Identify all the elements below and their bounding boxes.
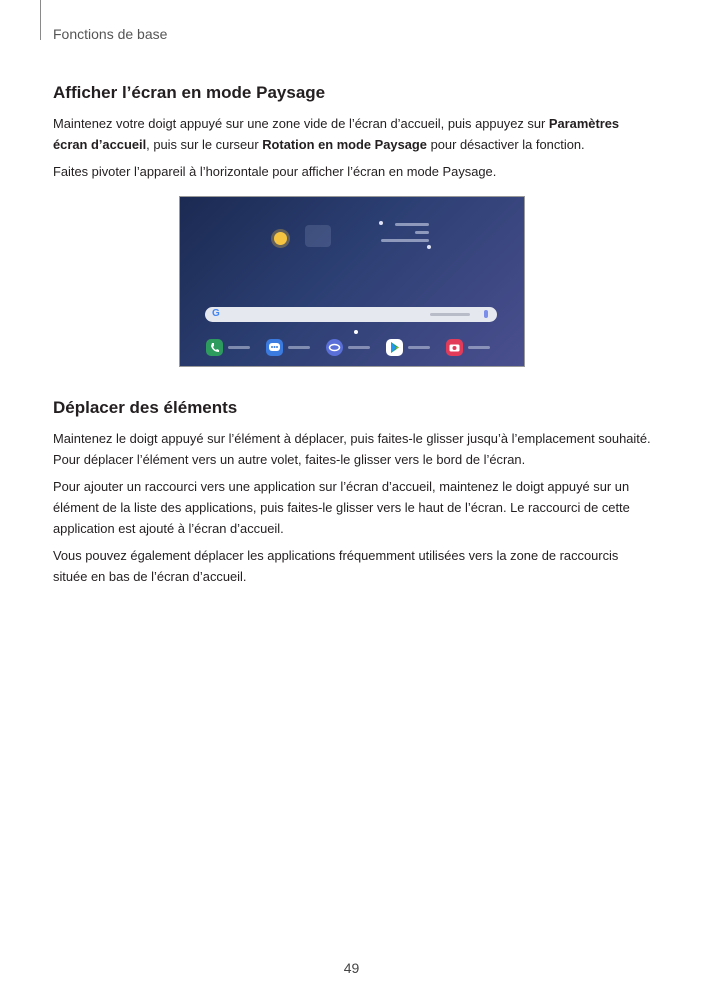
running-header: Fonctions de base	[53, 26, 168, 42]
search-placeholder	[430, 313, 470, 316]
play-store-icon	[386, 339, 403, 356]
paragraph: Faites pivoter l’appareil à l’horizontale pour afficher l’écran en mode Paysage.	[53, 164, 497, 179]
section-landscape-mode	[53, 83, 653, 188]
google-icon: G	[212, 308, 220, 319]
bold-term: Rotation en mode Paysage	[262, 137, 427, 152]
section-title: Afficher l’écran en mode Paysage	[53, 83, 326, 102]
weather-widget	[375, 223, 435, 247]
app-dock	[180, 339, 524, 363]
section-move-items	[53, 398, 653, 593]
cloud-decoration	[305, 225, 331, 247]
paragraph: Maintenez le doigt appuyé sur l’élément à déplacer, puis faites-le glisser jusqu’à l’emplacement souhaité. Pour déplacer l’élément vers un autre volet, faites-le glisser vers le bord de l’écran.	[53, 431, 651, 467]
header-rule	[40, 0, 41, 40]
landscape-home-screenshot	[179, 196, 525, 367]
section-title: Déplacer des éléments	[53, 398, 238, 417]
internet-icon	[326, 339, 343, 356]
google-search-bar	[205, 307, 497, 322]
paragraph: Vous pouvez également déplacer les applications fréquemment utilisées vers la zone de raccourcis située en bas de l’écran d’accueil.	[53, 548, 619, 584]
mic-icon	[484, 310, 488, 318]
paragraph: Maintenez votre doigt appuyé sur une zone vide de l’écran d’accueil, puis appuyez sur Paramètres écran d’accueil, puis sur le curseur Rotation en mode Paysage pour désactiver la fonction.	[53, 116, 620, 152]
camera-icon	[446, 339, 463, 356]
paragraph: Pour ajouter un raccourci vers une application sur l’écran d’accueil, maintenez le doigt appuyé sur un élément de la liste des applications, puis faites-le glisser vers le haut de l’écran. Le raccourci de cette application est ajouté à l’écran d’accueil.	[53, 479, 630, 536]
page-indicator	[354, 330, 358, 334]
messages-icon	[266, 339, 283, 356]
page-number: 49	[343, 960, 360, 976]
sun-icon	[274, 232, 287, 245]
bold-term: Paramètres écran d’accueil	[53, 116, 620, 152]
phone-icon	[206, 339, 223, 356]
